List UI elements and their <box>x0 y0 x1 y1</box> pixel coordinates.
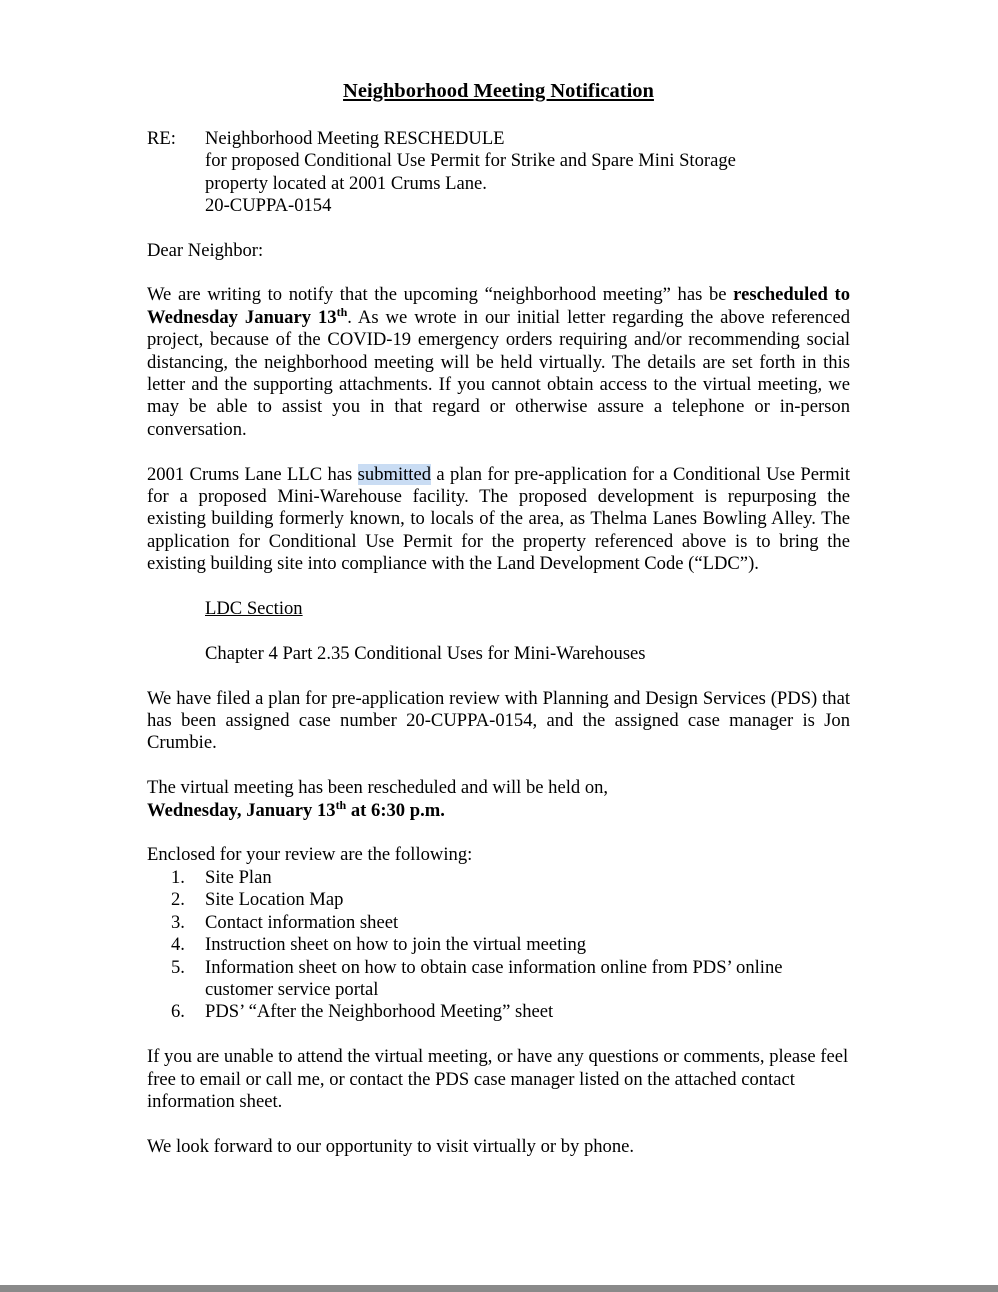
re-label: RE: <box>147 128 176 149</box>
list-item <box>147 934 850 956</box>
paragraph-intro <box>147 284 850 441</box>
ldc-section-item: Chapter 4 Part 2.35 Conditional Uses for Mini-Warehouses <box>205 642 646 664</box>
paragraph-questions: If you are unable to attend the virtual meeting, or have any questions or comments, please feel free to email or call me, or contact the PDS case manager listed on the attached contact information sheet. <box>147 1046 849 1112</box>
paragraph-case-number: We have filed a plan for pre-application review with Planning and Design Services (PDS) that has been assigned case number 20-CUPPA-0154, and the assigned case manager is Jon Crumbie. <box>147 687 850 754</box>
list-number: 5. <box>171 956 185 978</box>
meeting-intro: The virtual meeting has been rescheduled and will be held on, <box>147 777 609 799</box>
ldc-section-heading: LDC Section <box>205 598 303 620</box>
enclosed-intro: Enclosed for your review are the following: <box>147 844 473 866</box>
list-item-text: Contact information sheet <box>205 911 399 933</box>
meeting-date: Wednesday, January 13 <box>147 799 336 821</box>
re-line: Neighborhood Meeting RESCHEDULE <box>205 128 505 149</box>
re-line: property located at 2001 Crums Lane. <box>205 172 487 194</box>
salutation: Dear Neighbor: <box>147 239 264 261</box>
list-item <box>147 889 850 911</box>
ordinal-suffix: th <box>336 304 348 319</box>
meeting-datetime <box>147 797 445 821</box>
list-item-text: Site Location Map <box>205 889 344 911</box>
list-item <box>147 1001 850 1023</box>
paragraph-application-rest: a plan for pre-application for a Conditional Use Permit for a proposed Mini-Warehouse facility. The proposed development is repurposing the existing building formerly known, to locals of the area, as Thelma Lanes Bowling Alley. The application for Conditional Use Permit for the property referenced above is to bring the existing building site into compliance with the Land Development Code (“LDC”). <box>147 463 850 575</box>
meeting-details <box>147 777 850 822</box>
horizontal-scrollbar[interactable] <box>0 1285 998 1292</box>
paragraph-intro-lead: We are writing to notify that the upcoming “neighborhood meeting” has be <box>147 284 734 306</box>
list-item-text: Instruction sheet on how to join the virtual meeting <box>205 934 587 956</box>
list-number: 2. <box>171 889 185 911</box>
list-number: 3. <box>171 911 185 933</box>
list-item <box>147 957 850 1002</box>
letter-page <box>147 78 850 1181</box>
list-number: 6. <box>171 1001 185 1023</box>
paragraph-application-lead: 2001 Crums Lane LLC has <box>147 463 358 485</box>
list-item-text: PDS’ “After the Neighborhood Meeting” sheet <box>205 1001 554 1023</box>
enclosures-list <box>147 867 850 1024</box>
paragraph-application <box>147 464 850 576</box>
closing-line: We look forward to our opportunity to visit virtually or by phone. <box>147 1135 635 1157</box>
list-item-text: Site Plan <box>205 866 272 888</box>
list-item-text: Information sheet on how to obtain case information online from PDS’ online customer service portal <box>205 956 783 1000</box>
paragraph-intro-rest: . As we wrote in our initial letter regarding the above referenced project, because of the COVID-19 emergency orders requiring and/or recommending social distancing, the neighborhood meeting will be held virtually. The details are set forth in this letter and the supporting attachments. If you cannot obtain access to the virtual meeting, we may be able to assist you in that regard or otherwise assure a telephone or in-person conversation. <box>147 306 850 440</box>
ordinal-suffix: th <box>335 797 347 812</box>
re-line: for proposed Conditional Use Permit for Strike and Spare Mini Storage <box>205 150 736 172</box>
re-block <box>147 128 850 218</box>
selected-text-highlight[interactable]: submitted <box>357 463 431 485</box>
document-title: Neighborhood Meeting Notification <box>343 80 654 102</box>
meeting-time: at 6:30 p.m. <box>346 799 445 821</box>
list-item <box>147 867 850 889</box>
re-lines <box>205 128 736 218</box>
re-line: 20-CUPPA-0154 <box>205 195 332 217</box>
list-number: 4. <box>171 934 185 956</box>
list-number: 1. <box>171 866 185 888</box>
list-item <box>147 912 850 934</box>
reschedule-date-text: rescheduled to Wednesday January 13 <box>147 284 850 328</box>
